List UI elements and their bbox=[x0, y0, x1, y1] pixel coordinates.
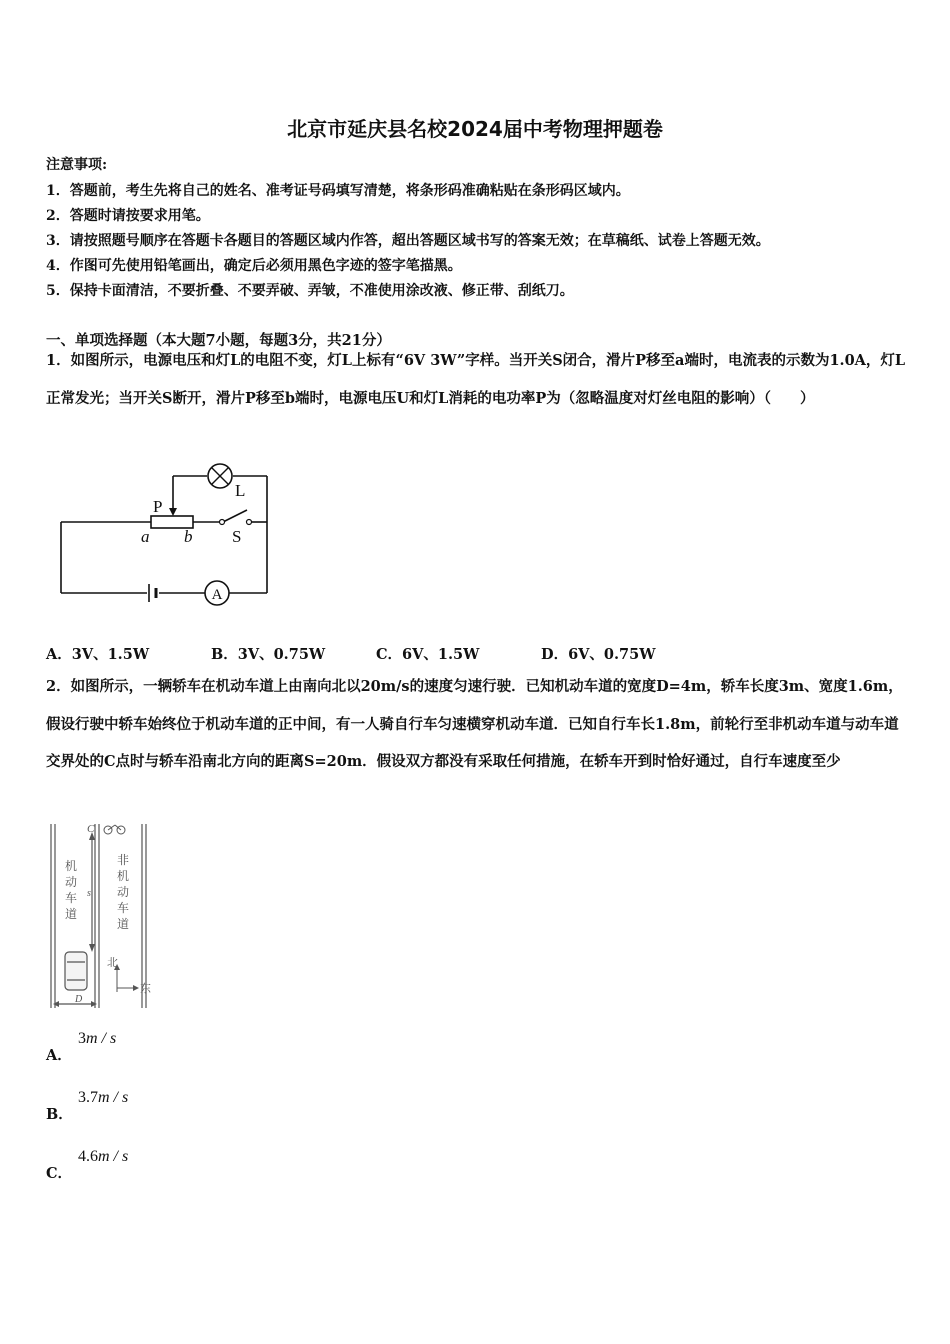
notice-heading: 注意事项: bbox=[46, 157, 108, 173]
ammeter-symbol bbox=[205, 581, 229, 605]
notice-item: 3．请按照题号顺序在答题卡各题目的答题区域内作答，超出答题区域书写的答案无效；在草稿纸、试卷上答题无效。 bbox=[46, 233, 770, 249]
label-motor-lane: 机动车道 bbox=[65, 859, 78, 921]
label-b: b bbox=[184, 527, 193, 546]
label-s: s bbox=[87, 888, 91, 899]
answer-c-label[interactable]: C． bbox=[46, 1165, 73, 1182]
label-s: S bbox=[232, 527, 242, 546]
label-a: a bbox=[141, 527, 150, 546]
question-2-text: 2．如图所示，一辆轿车在机动车道上由南向北以20m/s的速度匀速行驶．已知机动车道的宽度D=4m，轿车长度3m、宽度1.6m，假设行驶中轿车始终位于机动车道的正中间，有一人骑自行车匀速横穿机动车道．已知自行车长1.8m，前轮行至非机动车道与动车道交界处的C点时与轿车沿南北方向的距离S=20m．假设双方都没有采取任何措施，在轿车开到时恰好通过，自行车速度至少 bbox=[46, 678, 903, 770]
option-a[interactable]: A．3V、1.5W bbox=[46, 646, 150, 663]
label-c: C bbox=[87, 823, 95, 835]
option-d[interactable]: D．6V、0.75W bbox=[541, 646, 656, 663]
question-1-text: 1．如图所示，电源电压和灯L的电阻不变，灯L上标有“6V 3W”字样。当开关S闭合，滑片P移至a端时，电流表的示数为1.0A，灯L正常发光；当开关S断开，滑片P移至b端时，电源电压U和灯L消耗的电功率P为（忽略温度对灯丝电阻的影响）（ ） bbox=[46, 352, 906, 407]
notice-item: 2．答题时请按要求用笔。 bbox=[46, 208, 210, 224]
circuit-diagram bbox=[55, 458, 275, 608]
lamp-symbol bbox=[208, 464, 232, 488]
label-north: 北 bbox=[107, 957, 118, 969]
answer-b-label[interactable]: B． bbox=[46, 1106, 73, 1123]
answer-c-value[interactable]: 4.6m / s bbox=[78, 1148, 129, 1165]
answer-b-value[interactable]: 3.7m / s bbox=[78, 1089, 129, 1106]
page-title: 北京市延庆县名校2024届中考物理押题卷 bbox=[287, 117, 663, 141]
label-d: D bbox=[75, 994, 83, 1005]
car-icon bbox=[65, 952, 87, 990]
road-diagram bbox=[45, 820, 155, 1016]
notice-item: 5．保持卡面清洁，不要折叠、不要弄破、弄皱，不准使用涂改液、修正带、刮纸刀。 bbox=[46, 283, 574, 299]
answer-a-label[interactable]: A． bbox=[46, 1047, 72, 1064]
question-1-options bbox=[46, 643, 656, 664]
label-p: P bbox=[153, 497, 163, 516]
bicycle-icon bbox=[104, 825, 125, 834]
label-nonmotor-lane: 非机动车道 bbox=[117, 853, 130, 931]
option-b[interactable]: B．3V、0.75W bbox=[211, 646, 326, 663]
slider-arrow bbox=[169, 508, 177, 516]
answer-a-value[interactable]: 3m / s bbox=[78, 1030, 117, 1047]
battery-symbol bbox=[149, 584, 156, 602]
notice-item: 4．作图可先使用铅笔画出，确定后必须用黑色字迹的签字笔描黑。 bbox=[46, 258, 462, 274]
label-l: L bbox=[235, 481, 246, 500]
switch-blade bbox=[223, 510, 247, 522]
ammeter-label: A bbox=[211, 587, 223, 603]
notice-item: 1．答题前，考生先将自己的姓名、准考证号码填写清楚，将条形码准确粘贴在条形码区域内。 bbox=[46, 183, 630, 199]
section-heading: 一、单项选择题（本大题7小题，每题3分，共21分） bbox=[46, 332, 391, 349]
label-east: 东 bbox=[140, 983, 151, 995]
option-c[interactable]: C．6V、1.5W bbox=[376, 646, 480, 663]
